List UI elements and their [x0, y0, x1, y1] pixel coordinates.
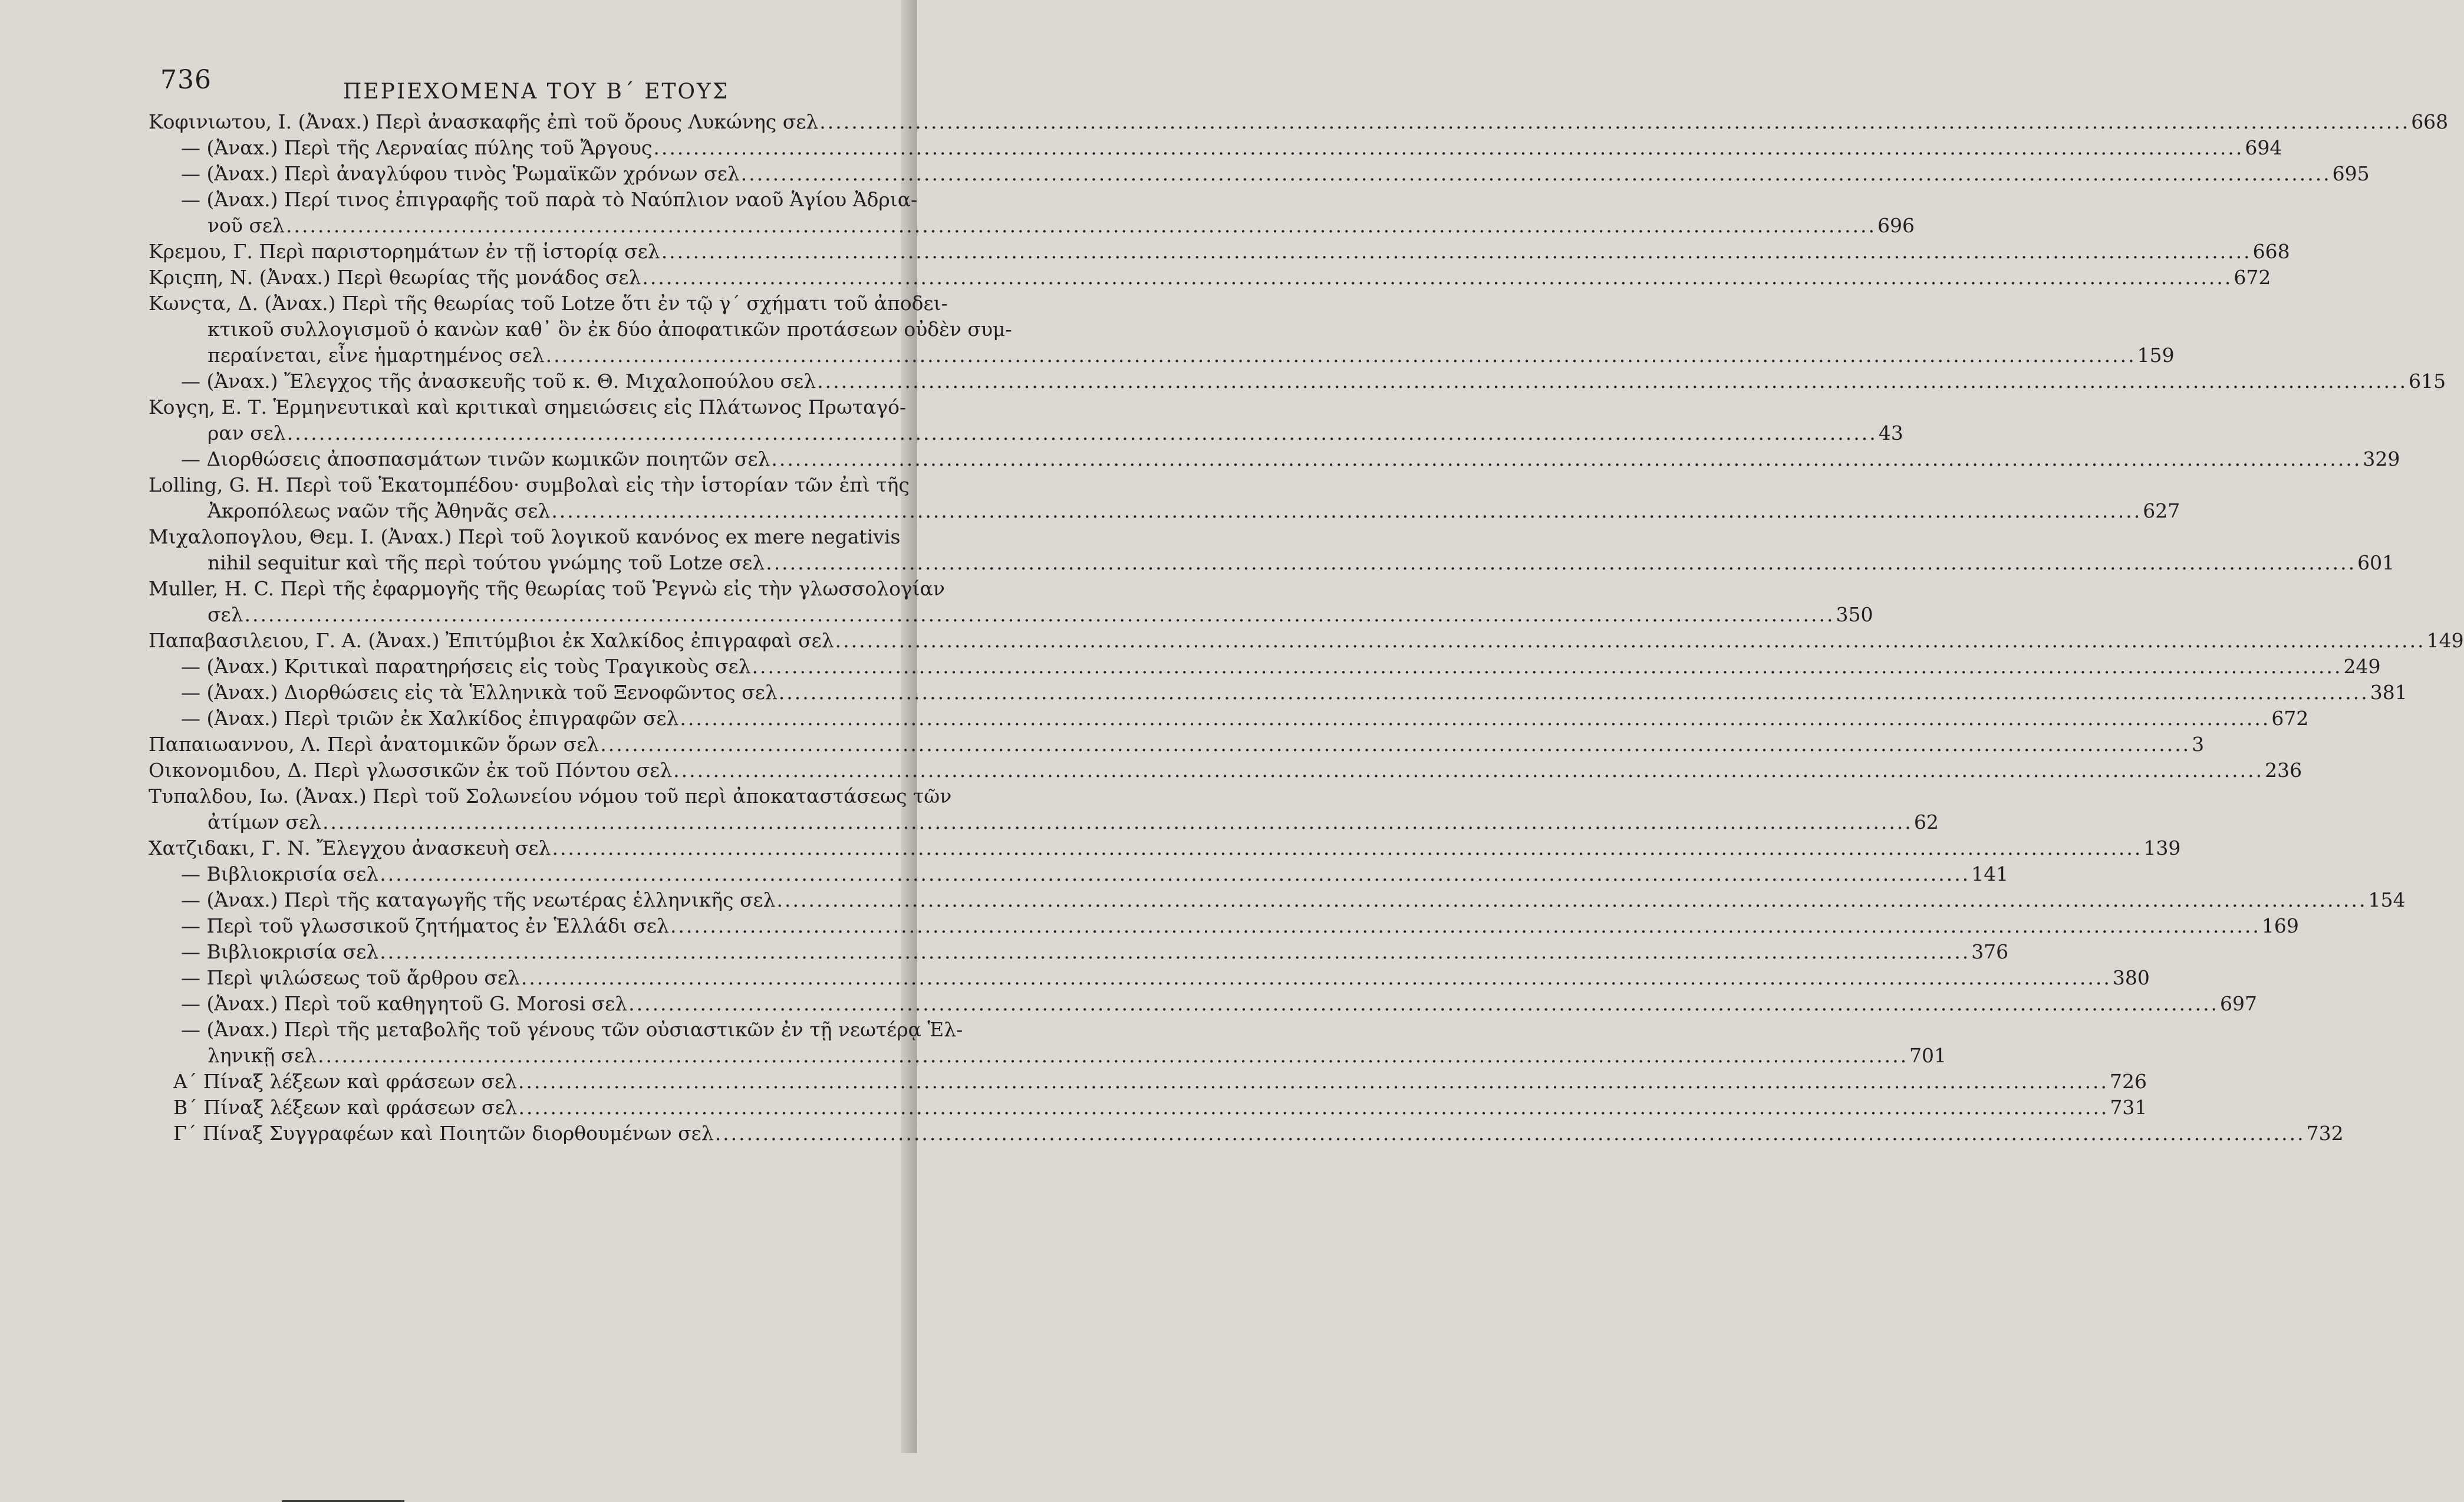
- dot-leader: [380, 861, 1970, 887]
- toc-line: Οικονομιδου, Δ. Περὶ γλωσσικῶν ἐκ τοῦ Πόντου σελ ..... 236: [149, 757, 882, 783]
- toc-entry: [149, 835, 2181, 861]
- document-page: [149, 56, 2464, 1147]
- entry-text: Παπαβασιλειου, Γ. Α. (Ἀναx.) Ἐπιτύμβιοι ἐκ Χαλκίδος ἐπιγραφαὶ σελ: [149, 629, 834, 652]
- toc-entry: [149, 1017, 1947, 1069]
- entry-text: — (Ἀναx.) Περὶ τῆς Λερναίας πύλης τοῦ Ἄργους: [181, 136, 653, 159]
- entry-text: Οικονομιδου, Δ. Περὶ γλωσσικῶν ἐκ τοῦ Πόντου σελ: [149, 759, 673, 782]
- dot-leader: [766, 550, 2356, 576]
- toc-entry: [149, 965, 2150, 991]
- entry-text: — (Ἀναx.) Περὶ ἀναγλύφου τινὸς Ῥωμαϊκῶν χρόνων σελ: [181, 162, 740, 185]
- toc-entry: [149, 109, 2449, 135]
- toc-entry: [149, 913, 2299, 939]
- toc-line: περαίνεται, εἶνε ἡμαρτημένος σελ ..... 159: [149, 342, 882, 368]
- toc-line: Παπαβασιλειου, Γ. Α. (Ἀναx.) Ἐπιτύμβιοι ἐκ Χαλκίδος ἐπιγραφαὶ σελ ..... 149: [149, 628, 882, 654]
- dot-leader: [777, 887, 2367, 913]
- toc-line: νοῦ σελ ..... 696: [149, 213, 882, 239]
- toc-line: σελ ..... 350: [149, 602, 882, 628]
- dot-leader: [779, 680, 2369, 706]
- toc-entry: [149, 1121, 2344, 1147]
- dot-leader: [817, 368, 2407, 394]
- dot-leader: [661, 239, 2252, 265]
- entry-text: Γ΄ Πίναξ Συγγραφέων καὶ Ποιητῶν διορθουμένων σελ: [173, 1122, 714, 1145]
- toc-entry: [149, 706, 2309, 732]
- toc-entry: [149, 628, 2464, 654]
- dot-leader: [600, 732, 2190, 757]
- toc-entry: [149, 524, 2395, 576]
- toc-line: — (Ἀναx.) Περὶ τριῶν ἐκ Χαλκίδος ἐπιγραφῶν σελ ..... 672: [149, 706, 882, 732]
- dot-leader: [287, 420, 1877, 446]
- dot-leader: [673, 757, 2264, 783]
- entry-text: Μιχαλοπογλου, Θεμ. Ι. (Ἀναx.) Περὶ τοῦ λογικοῦ κανόνος ex mere negativis: [149, 525, 901, 548]
- entry-text: — Περὶ ψιλώσεως τοῦ ἄρθρου σελ: [181, 966, 520, 989]
- toc-entry: [149, 291, 2175, 368]
- entry-text: ἀτίμων σελ: [207, 811, 321, 834]
- dot-leader: [835, 628, 2426, 654]
- toc-entry: [149, 239, 2290, 265]
- page-number: 736: [160, 65, 212, 95]
- toc-entry: [149, 991, 2258, 1017]
- toc-entry: [149, 680, 2407, 706]
- entry-text: σελ: [207, 603, 243, 626]
- dot-leader: [819, 109, 2410, 135]
- dot-leader: [771, 446, 2361, 472]
- dot-leader: [286, 213, 1876, 239]
- dot-leader: [628, 991, 2219, 1017]
- toc-entry: [149, 161, 2370, 187]
- entry-text: Κριςπη, Ν. (Ἀναx.) Περὶ θεωρίας τῆς μονάδος σελ: [149, 266, 641, 289]
- toc-entry: [149, 1069, 2147, 1095]
- entry-text: Κογςη, Ε. Τ. Ἑρμηνευτικαὶ καὶ κριτικαὶ σημειώσεις εἰς Πλάτωνος Πρωταγό-: [149, 396, 907, 419]
- dot-leader: [322, 809, 1913, 835]
- dot-leader: [715, 1121, 2305, 1147]
- dot-leader: [670, 913, 2261, 939]
- toc-line: [149, 187, 918, 213]
- entry-text: ραν σελ: [207, 421, 286, 444]
- entry-text: — (Ἀναx.) Κριτικαὶ παρατηρήσεις εἰς τοὺς Τραγικοὺς σελ: [181, 655, 751, 678]
- entry-text: — (Ἀναx.) Περὶ τῆς μεταβολῆς τοῦ γένους τῶν οὐσιαστικῶν ἐν τῇ νεωτέρᾳ Ἑλ-: [181, 1018, 963, 1041]
- toc-line: [149, 472, 910, 498]
- toc-line: [149, 291, 948, 317]
- dot-leader: [653, 135, 2244, 161]
- dot-leader: [680, 706, 2270, 732]
- toc-line: — Περὶ τοῦ γλωσσικοῦ ζητήματος ἐν Ἑλλάδι σελ ..... 169: [149, 913, 882, 939]
- toc-entry: [149, 732, 2205, 757]
- toc-line: Γ΄ Πίναξ Συγγραφέων καὶ Ποιητῶν διορθουμένων σελ ..... 732: [149, 1121, 882, 1147]
- toc-line: [149, 783, 952, 809]
- entry-text: Κωνςτα, Δ. (Ἀναx.) Περὶ τῆς θεωρίας τοῦ Lotze ὅτι ἐν τῷ γ΄ σχήματι τοῦ ἀποδει-: [149, 292, 948, 315]
- entry-text: Χατζιδακι, Γ. Ν. Ἔλεγχου ἀνασκευὴ σελ: [149, 836, 551, 859]
- entry-text: Β΄ Πίναξ λέξεων καὶ φράσεων σελ: [173, 1096, 518, 1119]
- toc-line: Β΄ Πίναξ λέξεων καὶ φράσεων σελ ..... 731: [149, 1095, 882, 1121]
- toc-line: — (Ἀναx.) Περὶ τοῦ καθηγητοῦ G. Morosi σελ ..... 697: [149, 991, 882, 1017]
- toc-entry: [149, 446, 2400, 472]
- entry-text: Muller, H. C. Περὶ τῆς ἐφαρμογῆς τῆς θεωρίας τοῦ Ῥεγνὼ εἰς τὴν γλωσσολογίαν: [149, 577, 945, 600]
- toc-entry: [149, 368, 2446, 394]
- toc-line: — Διορθώσεις ἀποσπασμάτων τινῶν κωμικῶν ποιητῶν σελ ..... 329: [149, 446, 882, 472]
- entry-text: — (Ἀναx.) Περὶ τοῦ καθηγητοῦ G. Morosi σελ: [181, 992, 628, 1015]
- toc-line: Χατζιδακι, Γ. Ν. Ἔλεγχου ἀνασκευὴ σελ ..... 139: [149, 835, 882, 861]
- entry-text: Κρεμου, Γ. Περὶ παριστορημάτων ἐν τῇ ἱστορίᾳ σελ: [149, 240, 660, 263]
- toc-entry: [149, 576, 1873, 628]
- toc-line: — (Ἀναx.) Κριτικαὶ παρατηρήσεις εἰς τοὺς Τραγικοὺς σελ ..... 249: [149, 654, 882, 680]
- entry-text: Α΄ Πίναξ λέξεων καὶ φράσεων σελ: [173, 1070, 518, 1093]
- dot-leader: [551, 498, 2142, 524]
- entry-text: — (Ἀναx.) Διορθώσεις εἰς τὰ Ἑλληνικὰ τοῦ Ξενοφῶντος σελ: [181, 681, 778, 704]
- toc-entry: [149, 887, 2406, 913]
- dot-leader: [752, 654, 2343, 680]
- dot-leader: [318, 1043, 1908, 1069]
- toc-entry: [149, 135, 2282, 161]
- entry-text: nihil sequitur καὶ τῆς περὶ τούτου γνώμης τοῦ Lotze σελ: [207, 551, 765, 574]
- toc-line: — (Ἀναx.) Περὶ τῆς Λερναίας πύλης τοῦ Ἄργους ..... 694: [149, 135, 882, 161]
- entry-text: — Βιβλιοκρισία σελ: [181, 862, 379, 885]
- dot-leader: [642, 265, 2232, 291]
- entry-text: Lolling, G. H. Περὶ τοῦ Ἑκατομπέδου· συμβολαὶ εἰς τὴν ἱστορίαν τῶν ἐπὶ τῆς: [149, 473, 910, 496]
- dot-leader: [552, 835, 2142, 861]
- entry-text: — Βιβλιοκρισία σελ: [181, 940, 379, 963]
- toc-line: Ἀκροπόλεως ναῶν τῆς Ἀθηνᾶς σελ ..... 627: [149, 498, 882, 524]
- entry-text: κτικοῦ συλλογισμοῦ ὁ κανὼν καθ᾽ ὃν ἐκ δύο ἀποφατικῶν προτάσεων οὐδὲν συμ-: [207, 318, 1012, 341]
- dot-leader: [741, 161, 2331, 187]
- toc-entry: [149, 1095, 2147, 1121]
- toc-line: — Περὶ ψιλώσεως τοῦ ἄρθρου σελ ..... 380: [149, 965, 882, 991]
- toc-line: — Βιβλιοκρισία σελ ..... 141: [149, 861, 882, 887]
- toc-line: Κρεμου, Γ. Περὶ παριστορημάτων ἐν τῇ ἱστορίᾳ σελ ..... 668: [149, 239, 882, 265]
- toc-entry: [149, 757, 2302, 783]
- toc-entry: [149, 472, 2180, 524]
- entry-text: περαίνεται, εἶνε ἡμαρτημένος σελ: [207, 344, 545, 367]
- toc-line: Παπαιωαννου, Λ. Περὶ ἀνατομικῶν ὅρων σελ ..... 3: [149, 732, 882, 757]
- toc-line: — (Ἀναx.) Περὶ τῆς καταγωγῆς τῆς νεωτέρας ἑλληνικῆς σελ ..... 154: [149, 887, 882, 913]
- entry-text: — Διορθώσεις ἀποσπασμάτων τινῶν κωμικῶν ποιητῶν σελ: [181, 447, 770, 470]
- toc-line: Α΄ Πίναξ λέξεων καὶ φράσεων σελ ..... 726: [149, 1069, 882, 1095]
- toc-line: [149, 1017, 963, 1043]
- entry-text: — (Ἀναx.) Περὶ τῆς καταγωγῆς τῆς νεωτέρας ἑλληνικῆς σελ: [181, 888, 776, 911]
- toc-entry: [149, 654, 2381, 680]
- dot-leader: [518, 1069, 2109, 1095]
- toc-entry: [149, 861, 2009, 887]
- toc-line: ληνικῇ σελ ..... 701: [149, 1043, 882, 1069]
- toc-line: — Βιβλιοκρισία σελ ..... 376: [149, 939, 882, 965]
- entry-text: — (Ἀναx.) Ἔλεγχος τῆς ἀνασκευῆς τοῦ κ. Θ. Μιχαλοπούλου σελ: [181, 370, 816, 393]
- toc-line: Κριςπη, Ν. (Ἀναx.) Περὶ θεωρίας τῆς μονάδος σελ ..... 672: [149, 265, 882, 291]
- toc-line: ραν σελ ..... 43: [149, 420, 882, 446]
- entry-text: — (Ἀναx.) Περὶ τριῶν ἐκ Χαλκίδος ἐπιγραφῶν σελ: [181, 707, 679, 730]
- entry-text: — (Ἀναx.) Περί τινος ἐπιγραφῆς τοῦ παρὰ τὸ Ναύπλιον ναοῦ Ἁγίου Ἀδρια-: [181, 188, 918, 211]
- toc-entry: [149, 265, 2271, 291]
- toc-line: — (Ἀναx.) Περὶ ἀναγλύφου τινὸς Ῥωμαϊκῶν χρόνων σελ ..... 695: [149, 161, 882, 187]
- entry-text: Κοφινιωτου, Ι. (Ἀναx.) Περὶ ἀνασκαφῆς ἐπὶ τοῦ ὄρους Λυκώνης σελ: [149, 110, 819, 133]
- toc-entry: [149, 394, 1903, 446]
- entry-text: Παπαιωαννου, Λ. Περὶ ἀνατομικῶν ὅρων σελ: [149, 733, 599, 756]
- toc-line: [149, 394, 907, 420]
- toc-line: [149, 317, 1012, 342]
- entry-text: Τυπαλδου, Ιω. (Ἀναx.) Περὶ τοῦ Σολωνείου νόμου τοῦ περὶ ἀποκαταστάσεως τῶν: [149, 785, 952, 808]
- toc-line: [149, 576, 945, 602]
- entry-text: Ἀκροπόλεως ναῶν τῆς Ἀθηνᾶς σελ: [207, 499, 551, 522]
- toc-line: Κοφινιωτου, Ι. (Ἀναx.) Περὶ ἀνασκαφῆς ἐπὶ τοῦ ὄρους Λυκώνης σελ ..... 668: [149, 109, 882, 135]
- dot-leader: [380, 939, 1970, 965]
- dot-leader: [521, 965, 2111, 991]
- entry-text: ληνικῇ σελ: [207, 1044, 317, 1067]
- entry-text: — Περὶ τοῦ γλωσσικοῦ ζητήματος ἐν Ἑλλάδι σελ: [181, 914, 669, 937]
- dot-leader: [546, 342, 2136, 368]
- entry-text: νοῦ σελ: [207, 214, 285, 237]
- toc-line: — (Ἀναx.) Ἔλεγχος τῆς ἀνασκευῆς τοῦ κ. Θ. Μιχαλοπούλου σελ ..... 615: [149, 368, 882, 394]
- toc-entry: [149, 783, 1939, 835]
- toc-line: ἀτίμων σελ ..... 62: [149, 809, 882, 835]
- toc-line: nihil sequitur καὶ τῆς περὶ τούτου γνώμης τοῦ Lotze σελ ..... 601: [149, 550, 882, 576]
- table-of-contents: [149, 109, 2464, 1147]
- toc-line: — (Ἀναx.) Διορθώσεις εἰς τὰ Ἑλληνικὰ τοῦ Ξενοφῶντος σελ ..... 381: [149, 680, 882, 706]
- dot-leader: [245, 602, 1835, 628]
- running-title: ΠΕΡΙΕΧΟΜΕΝΑ ΤΟΥ Β΄ ΕΤΟΥΣ: [343, 80, 730, 104]
- page-header: [149, 56, 882, 109]
- toc-line: [149, 524, 901, 550]
- toc-entry: [149, 187, 1915, 239]
- dot-leader: [518, 1095, 2109, 1121]
- toc-entry: [149, 939, 2009, 965]
